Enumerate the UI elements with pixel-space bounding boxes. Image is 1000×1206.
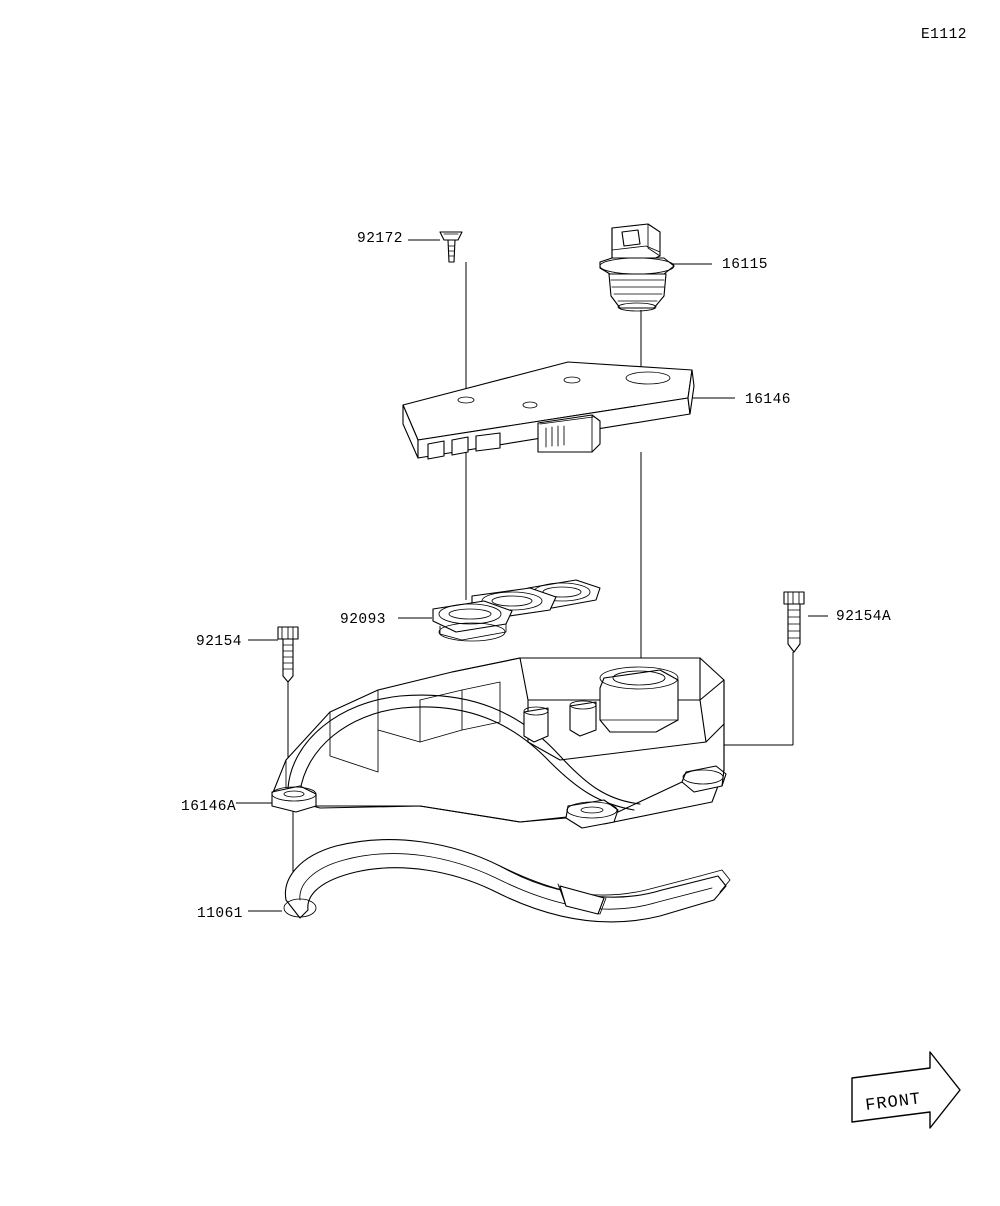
part-11061-gasket xyxy=(284,840,730,922)
front-direction-badge xyxy=(852,1052,960,1128)
part-92154-bolt xyxy=(278,627,298,682)
part-16115-oil-filler-cap xyxy=(600,224,674,311)
part-92154A-bolt xyxy=(784,592,804,652)
part-label-16115: 16115 xyxy=(722,257,769,273)
part-label-16146A: 16146A xyxy=(181,799,237,815)
part-label-11061: 11061 xyxy=(197,906,244,922)
part-label-92093: 92093 xyxy=(340,612,387,628)
svg-text:FRONT: FRONT xyxy=(864,1090,923,1116)
part-label-92154: 92154 xyxy=(196,634,243,650)
part-label-16146: 16146 xyxy=(745,392,792,408)
part-92093-seals xyxy=(433,580,600,641)
part-92172-screw xyxy=(440,232,462,262)
part-label-92154A: 92154A xyxy=(836,609,892,625)
diagram-code: E1112 xyxy=(920,27,967,43)
part-16146A-cylinder-head-cover xyxy=(272,658,726,828)
part-16146-upper-cover-plate xyxy=(403,362,694,459)
part-label-92172: 92172 xyxy=(357,231,404,247)
